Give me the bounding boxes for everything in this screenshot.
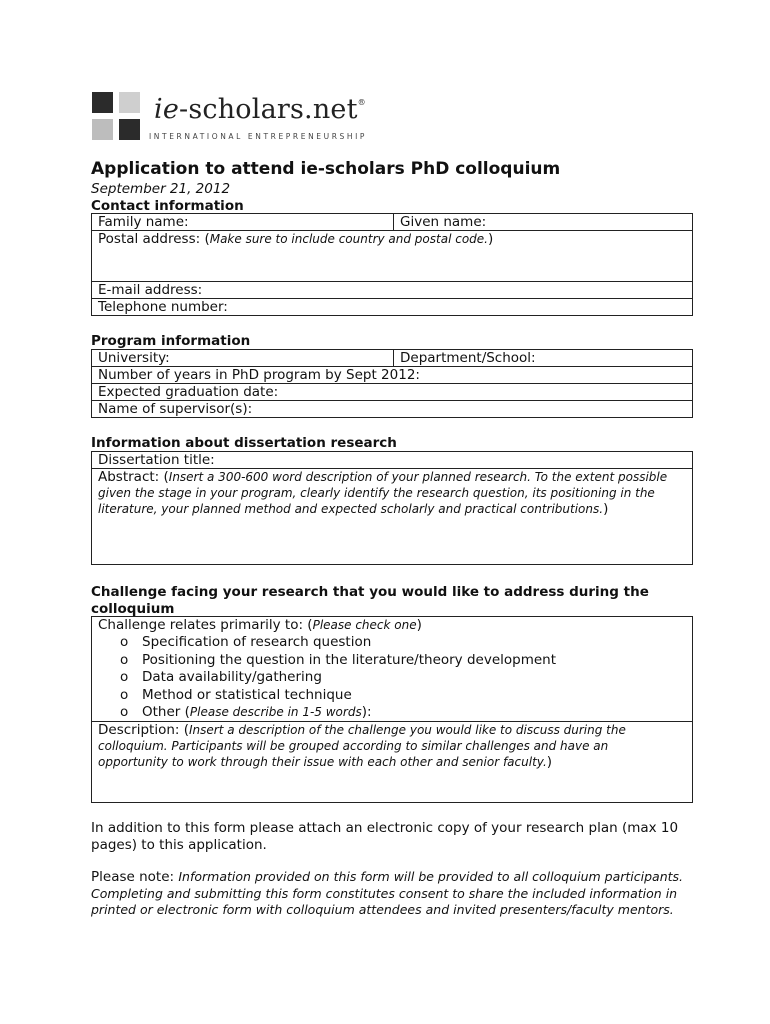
challenge-heading: Challenge facing your research that you would like to address during the colloquium	[91, 584, 649, 617]
university-field[interactable]: University:	[92, 350, 394, 367]
challenge-option[interactable]: o Data availability/gathering	[120, 669, 322, 686]
contact-heading: Contact information	[91, 198, 244, 214]
supervisor-field[interactable]: Name of supervisor(s):	[92, 401, 693, 418]
consent-note: Please note: Information provided on this form will be provided to all colloquium participants. Completing and submitting this form constitutes consent to share the included information in printed or electronic form with colloquium attendees and invited presenters/faculty mentors.	[91, 869, 684, 917]
years-in-program-field[interactable]: Number of years in PhD program by Sept 2012:	[92, 367, 693, 384]
department-field[interactable]: Department/School:	[394, 350, 693, 367]
challenge-option[interactable]: o Method or statistical technique	[120, 686, 352, 703]
dissertation-title-field[interactable]: Dissertation title:	[92, 452, 693, 469]
program-heading: Program information	[91, 333, 251, 349]
challenge-option[interactable]: o Positioning the question in the literature/theory development	[120, 651, 557, 668]
family-name-field[interactable]: Family name:	[92, 214, 394, 231]
challenge-relates-field: Challenge relates primarily to: (Please check one) o Specification of research question o Positioning the question in the literature/theory development o Data availability/gathering o Method or statistical technique o Other (Please describe in 1-5 words):	[92, 617, 693, 722]
challenge-description-field[interactable]: Description: (Insert a description of the challenge you would like to discuss during the colloquium. Participants will be grouped according to similar challenges and have an opportunity to work through their issue with each other and senior faculty.)	[92, 722, 693, 803]
contact-table	[91, 213, 693, 316]
given-name-field[interactable]: Given name:	[394, 214, 693, 231]
program-table	[91, 349, 693, 418]
challenge-option[interactable]: o Specification of research question	[120, 634, 372, 651]
challenge-table	[91, 616, 693, 803]
abstract-field[interactable]: Abstract: (Insert a 300-600 word description of your planned research. To the extent possible given the stage in your program, clearly identify the research question, its positioning in the literature, your planned method and expected scholarly and practical contributions.)	[92, 469, 693, 565]
graduation-date-field[interactable]: Expected graduation date:	[92, 384, 693, 401]
challenge-option-other[interactable]: o Other (Please describe in 1-5 words):	[120, 703, 372, 720]
logo-wordmark: ie-scholars.net®	[154, 94, 366, 125]
postal-address-field[interactable]: Postal address: (Make sure to include country and postal code.)	[92, 231, 693, 282]
logo-mark-icon	[92, 92, 140, 140]
telephone-field[interactable]: Telephone number:	[92, 299, 693, 316]
email-field[interactable]: E-mail address:	[92, 282, 693, 299]
page-title: Application to attend ie-scholars PhD colloquium	[91, 159, 561, 179]
ie-scholars-logo	[92, 92, 368, 144]
dissertation-heading: Information about dissertation research	[91, 435, 397, 451]
dissertation-table	[91, 451, 693, 565]
document-date: September 21, 2012	[91, 181, 231, 197]
logo-tagline: INTERNATIONAL ENTREPRENEURSHIP	[149, 132, 368, 141]
attachment-instructions: In addition to this form please attach an electronic copy of your research plan (max 10 pages) to this application.	[91, 820, 679, 853]
